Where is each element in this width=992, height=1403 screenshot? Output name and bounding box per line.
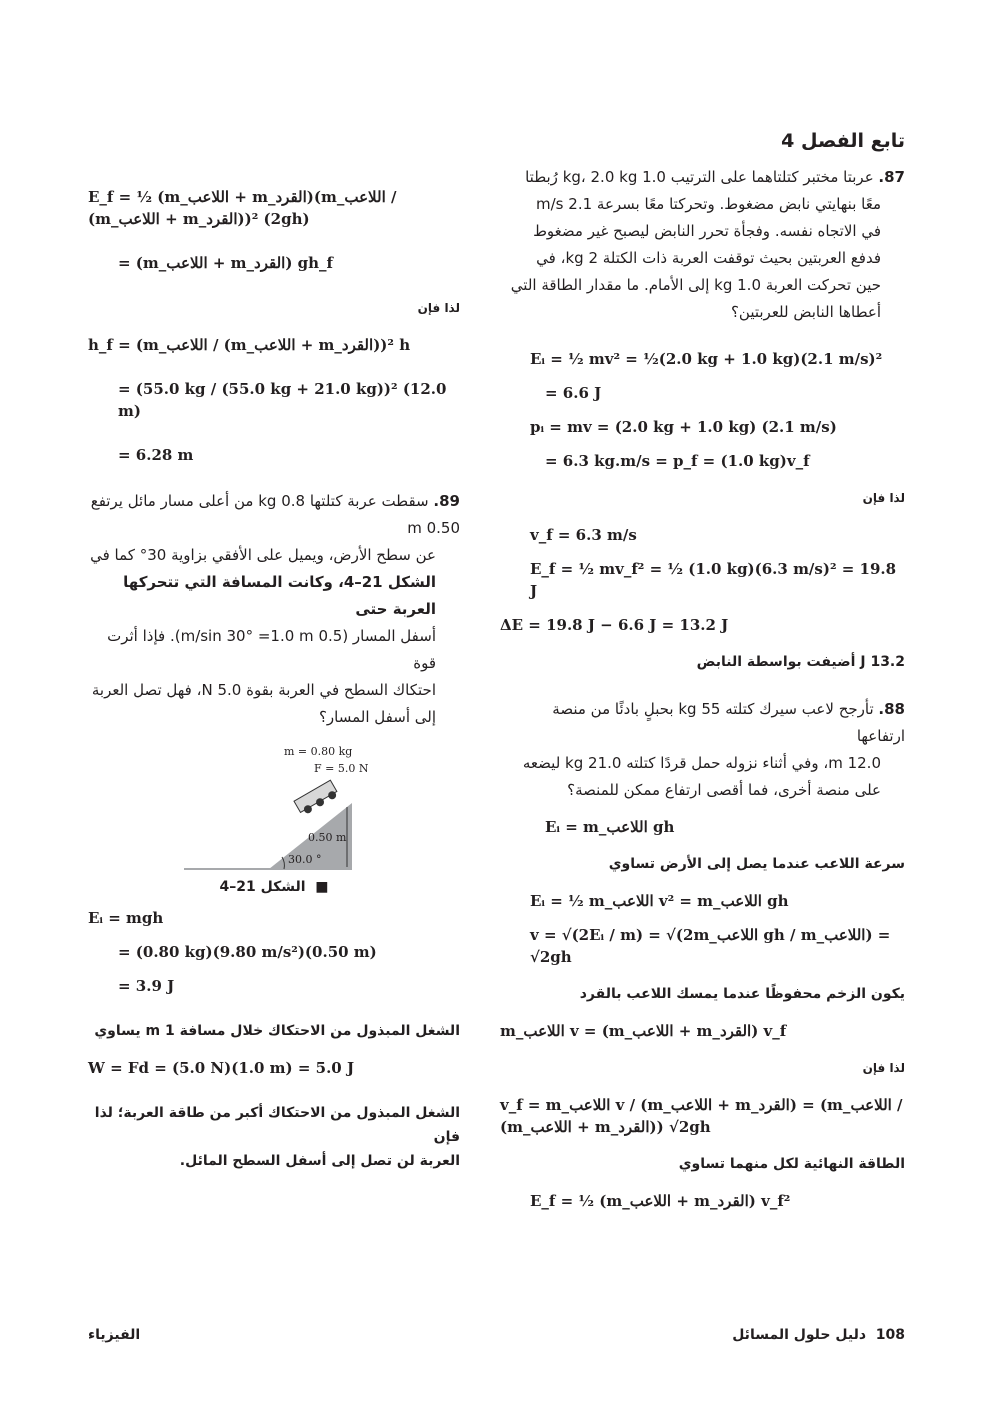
- formula: = 6.6 J: [545, 384, 602, 402]
- formula: E_f = ½ (m_اللاعب + m_القرد)(m_اللاعب / (m_اللاعب + m_القرد))² (2gh): [88, 188, 397, 228]
- formula: = (m_اللاعب + m_القرد) gh_f: [118, 254, 333, 272]
- height-label: 0.50 m: [308, 831, 347, 844]
- text-line: سقطت عربة كتلتها 0.8 kg من أعلى مسار مائل يرتفع 0.50 m: [90, 492, 460, 537]
- formula: Eᵢ = mgh: [88, 909, 164, 927]
- explanation: سرعة اللاعب عندما يصل إلى الأرض تساوي: [608, 856, 905, 872]
- text-line: فدفع العربتين بحيث توقفت العربة ذات الكتلة 2 kg، في: [536, 249, 881, 267]
- text-line: معًا بنهايتي نابض مضغوط. وتحركتا معًا بسرعة 2.1 m/s: [536, 195, 881, 213]
- formula: E_f = ½ (m_اللاعب + m_القرد) v_f²: [530, 1192, 791, 1210]
- conclusion: [88, 1101, 460, 1173]
- answer: 13.2 J أضيفت بواسطة النابض: [696, 654, 905, 670]
- formula: v_f = m_اللاعب v / (m_اللاعب + m_القرد) = (m_اللاعب / (m_اللاعب + m_القرد)) √2gh: [500, 1096, 903, 1136]
- page-number: 108: [875, 1327, 905, 1343]
- book-title: دليل حلول المسائل: [732, 1327, 867, 1343]
- formula: m_اللاعب v = (m_اللاعب + m_القرد) v_f: [500, 1022, 787, 1040]
- question-number: 87.: [878, 168, 905, 186]
- formula: Eᵢ = ½ mv² = ½(2.0 kg + 1.0 kg)(2.1 m/s)²: [530, 350, 883, 368]
- formula: v = √(2Eᵢ / m) = √(2m_اللاعب gh / m_اللاعب) = √2gh: [530, 926, 891, 966]
- angle-label: 30.0 °: [288, 853, 322, 866]
- formula: Eᵢ = m_اللاعب gh: [545, 818, 675, 836]
- footer-right: [732, 1327, 905, 1343]
- formula: pᵢ = mv = (2.0 kg + 1.0 kg) (2.1 m/s): [530, 418, 837, 436]
- caption-text: الشكل 21–4: [219, 879, 306, 895]
- text-line: أسفل المسار (0.5 m/sin 30° =1.0 m). فإذا أثرت قوة: [107, 627, 436, 672]
- left-column: [88, 130, 460, 1187]
- text-line: على منصة أخرى، فما أقصى ارتفاع ممكن للمنصة؟: [567, 781, 881, 799]
- two-column-body: [88, 130, 905, 1224]
- mass-label: m = 0.80 kg: [284, 745, 353, 758]
- question-88: [500, 696, 905, 804]
- so-label: لذا فإن: [417, 301, 460, 315]
- text-line: عربتا مختبر كتلتاهما على الترتيب 1.0 kg، 2.0 kg رُبطتا: [525, 168, 874, 186]
- chapter-title: تابع الفصل 4: [781, 130, 905, 152]
- text-line: 12.0 m، وفي أثناء نزوله حمل قردًا كتلته 21.0 kg ليضعه: [522, 754, 881, 772]
- text-line: عن سطح الأرض، ويميل على الأفقي بزاوية 30° كما في: [90, 546, 436, 564]
- question-number: 88.: [878, 700, 905, 718]
- explanation: يكون الزخم محفوظًا عندما يمسك اللاعب بالقرد: [579, 986, 905, 1002]
- formula: E_f = ½ mv_f² = ½ (1.0 kg)(6.3 m/s)² = 19.8 J: [530, 560, 897, 600]
- formula: = 3.9 J: [118, 977, 175, 995]
- so-label: لذا فإن: [862, 491, 905, 505]
- formula: W = Fd = (5.0 N)(1.0 m) = 5.0 J: [88, 1059, 355, 1077]
- text-line: حين تحركت العربة 1.0 kg إلى الأمام. ما مقدار الطاقة التي: [510, 276, 881, 294]
- force-label: F = 5.0 N: [314, 762, 369, 775]
- incline-figure: [184, 745, 369, 875]
- text-line: في الاتجاه نفسه. وفجأة تحرر النابض ليصبح غير مضغوط: [533, 222, 881, 240]
- text-line: الشكل 21–4، وكانت المسافة التي تتحركها العربة حتى: [123, 573, 436, 618]
- so-label: لذا فإن: [862, 1061, 905, 1075]
- formula: h_f = (m_اللاعب / (m_اللاعب + m_القرد))² h: [88, 336, 411, 354]
- text-line: إلى أسفل المسار؟: [318, 708, 436, 726]
- formula: Eᵢ = ½ m_اللاعب v² = m_اللاعب gh: [530, 892, 789, 910]
- text-line: احتكاك السطح في العربة بقوة 5.0 N، فهل تصل العربة: [91, 681, 436, 699]
- formula: = 6.3 kg.m/s = p_f = (1.0 kg)v_f: [545, 452, 810, 470]
- question-number: 89.: [433, 492, 460, 510]
- explanation: الشغل المبذول من الاحتكاك خلال مسافة 1 m يساوي: [94, 1023, 460, 1039]
- figure-caption: ■ الشكل 21–4: [219, 879, 329, 895]
- formula: = 6.28 m: [118, 446, 194, 464]
- cart: [294, 780, 339, 817]
- right-column: [500, 130, 905, 1224]
- explanation: الطاقة النهائية لكل منهما تساوي: [678, 1156, 905, 1172]
- formula: v_f = 6.3 m/s: [530, 526, 637, 544]
- question-87: [500, 164, 905, 326]
- formula: = (0.80 kg)(9.80 m/s²)(0.50 m): [118, 943, 377, 961]
- conclusion-line: الشغل المبذول من الاحتكاك أكبر من طاقة العربة؛ لذا فإن: [94, 1105, 460, 1145]
- text-line: تأرجح لاعب سيرك كتلته 55 kg بحبلٍ بادئًا من منصة ارتفاعها: [552, 700, 905, 745]
- conclusion-line: العربة لن تصل إلى أسفل السطح المائل.: [179, 1153, 460, 1169]
- text-line: أعطاها النابض للعربتين؟: [730, 303, 881, 321]
- formula: = (55.0 kg / (55.0 kg + 21.0 kg))² (12.0 m): [118, 380, 447, 420]
- footer: [88, 1307, 905, 1343]
- question-89: [88, 488, 460, 731]
- subject-label: الفيزياء: [88, 1327, 141, 1343]
- formula: ΔE = 19.8 J − 6.6 J = 13.2 J: [500, 616, 729, 634]
